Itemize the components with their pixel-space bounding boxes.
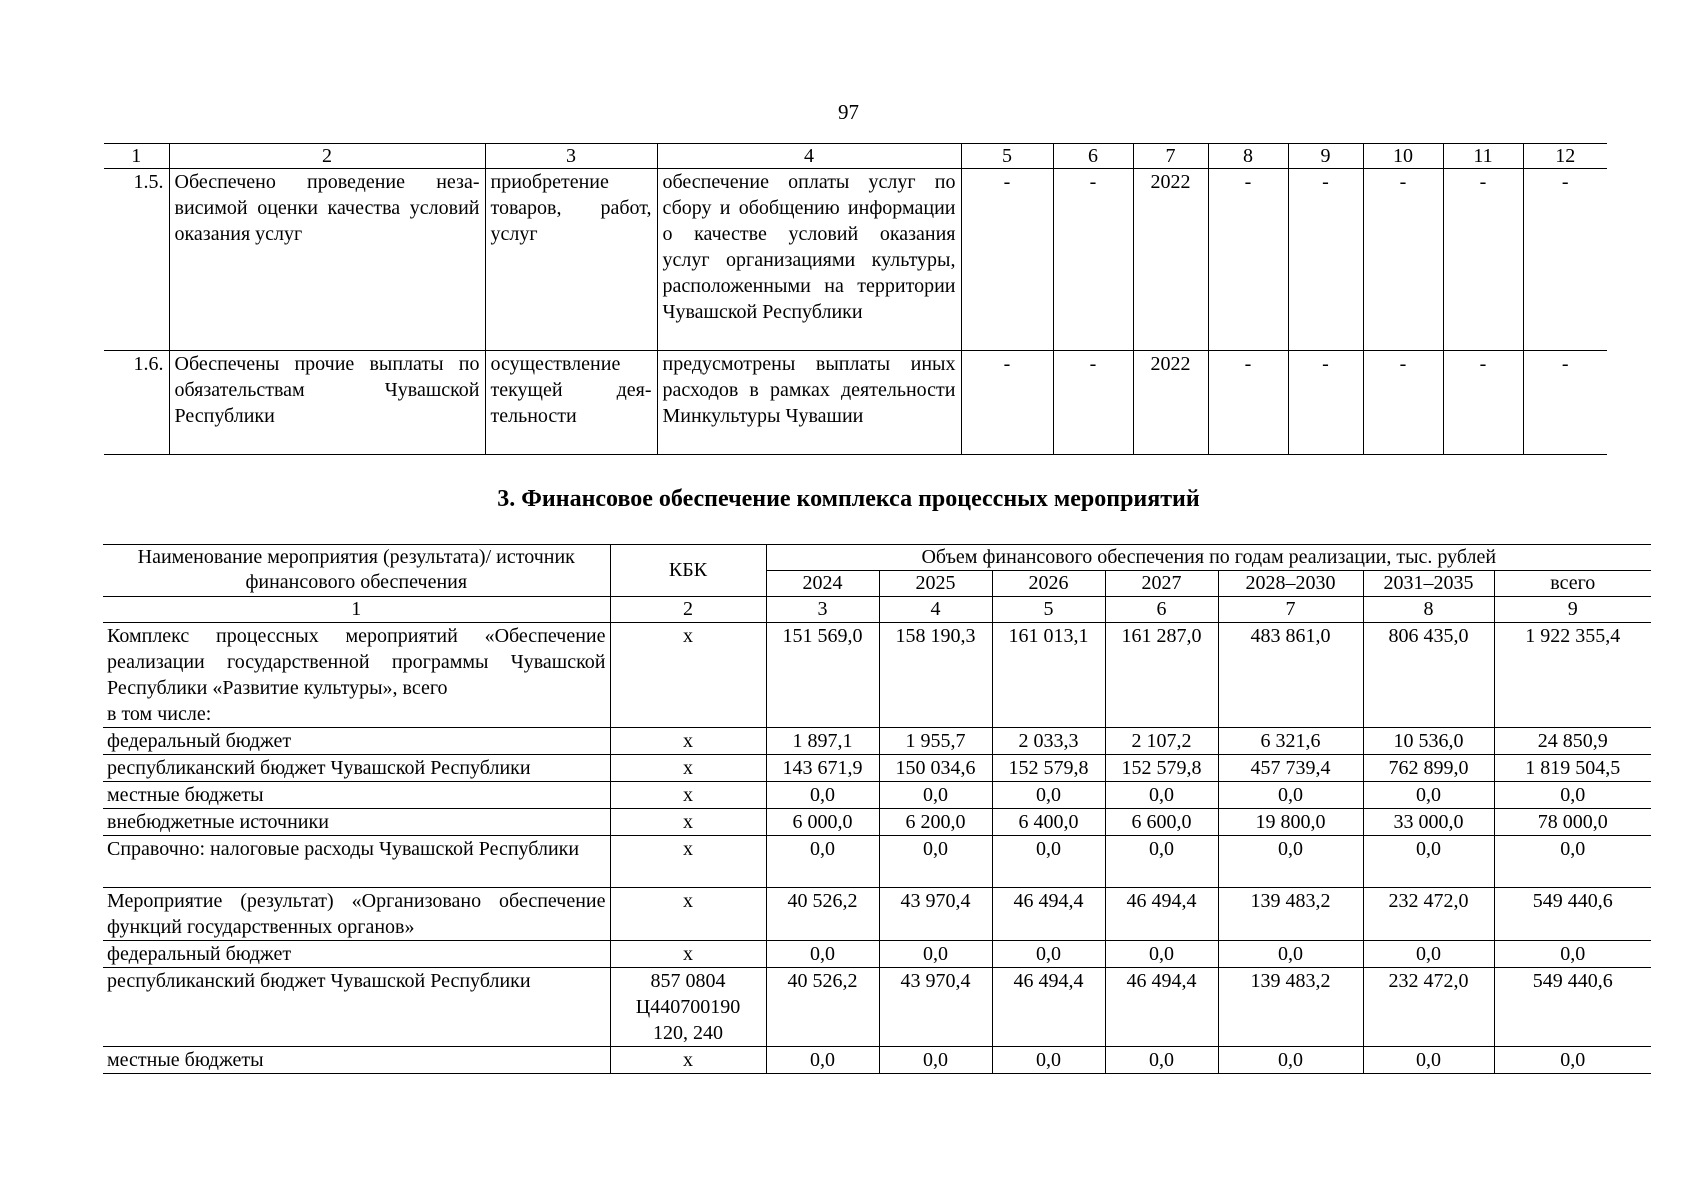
amount-cell: 0,0 xyxy=(879,1047,992,1074)
table-row xyxy=(104,169,1607,351)
cell-value: - xyxy=(1288,351,1363,455)
column-numbers-row xyxy=(103,597,1651,623)
table-row xyxy=(104,351,1607,455)
kbk-code xyxy=(610,968,766,1047)
cell-value: - xyxy=(1363,351,1443,455)
table-row xyxy=(103,888,1651,941)
kbk-code: x xyxy=(610,728,766,755)
column-number: 3 xyxy=(766,597,879,623)
table-header-row xyxy=(104,144,1607,169)
row-number: 1.6. xyxy=(104,351,169,455)
year-header: 2027 xyxy=(1105,571,1218,597)
amount-cell: 0,0 xyxy=(1363,782,1494,809)
amount-cell: 40 526,2 xyxy=(766,888,879,941)
cell-value: 2022 xyxy=(1133,351,1208,455)
amount-cell: 152 579,8 xyxy=(992,755,1105,782)
column-number: 6 xyxy=(1053,144,1133,169)
source-name-text: местные бюджеты xyxy=(107,784,264,806)
row-number: 1.5. xyxy=(104,169,169,351)
source-name xyxy=(103,809,610,836)
source-name xyxy=(103,623,610,728)
amount-cell: 457 739,4 xyxy=(1218,755,1363,782)
year-header: 2024 xyxy=(766,571,879,597)
amount-cell: 78 000,0 xyxy=(1494,809,1651,836)
amount-cell: 806 435,0 xyxy=(1363,623,1494,728)
amount-cell: 0,0 xyxy=(879,782,992,809)
amount-cell: 6 400,0 xyxy=(992,809,1105,836)
cell-value: - xyxy=(1208,169,1288,351)
amount-cell: 549 440,6 xyxy=(1494,968,1651,1047)
column-number: 8 xyxy=(1363,597,1494,623)
kbk-code: x xyxy=(610,623,766,728)
table-row xyxy=(103,728,1651,755)
cell-value: - xyxy=(1443,169,1523,351)
amount-cell: 0,0 xyxy=(1218,941,1363,968)
table-row xyxy=(103,809,1651,836)
amount-cell: 6 200,0 xyxy=(879,809,992,836)
cell-value: - xyxy=(1363,169,1443,351)
amount-cell: 24 850,9 xyxy=(1494,728,1651,755)
year-header: 2025 xyxy=(879,571,992,597)
year-header: всего xyxy=(1494,571,1651,597)
kbk-line: Ц440700190 xyxy=(635,996,741,1018)
kbk-code: x xyxy=(610,782,766,809)
source-name xyxy=(103,836,610,888)
column-number: 9 xyxy=(1494,597,1651,623)
amount-cell: 150 034,6 xyxy=(879,755,992,782)
column-number: 9 xyxy=(1288,144,1363,169)
amount-cell: 6 000,0 xyxy=(766,809,879,836)
column-number: 8 xyxy=(1208,144,1288,169)
amount-cell: 43 970,4 xyxy=(879,888,992,941)
table-row xyxy=(103,782,1651,809)
amount-cell: 43 970,4 xyxy=(879,968,992,1047)
amount-cell: 151 569,0 xyxy=(766,623,879,728)
amount-cell: 0,0 xyxy=(1218,836,1363,888)
column-number: 11 xyxy=(1443,144,1523,169)
amount-cell: 0,0 xyxy=(1494,1047,1651,1074)
header-volume: Объем финансового обеспечения по годам реализации, тыс. рублей xyxy=(766,545,1651,571)
amount-cell: 10 536,0 xyxy=(1363,728,1494,755)
amount-cell: 161 013,1 xyxy=(992,623,1105,728)
source-name-text: местные бюджеты xyxy=(107,1049,264,1071)
amount-cell: 0,0 xyxy=(766,836,879,888)
amount-cell: 0,0 xyxy=(766,782,879,809)
amount-cell: 46 494,4 xyxy=(992,968,1105,1047)
amount-cell: 0,0 xyxy=(1105,941,1218,968)
result-type: приобретение товаров, работ, услуг xyxy=(485,169,657,351)
table-header-row xyxy=(103,545,1651,571)
amount-cell: 139 483,2 xyxy=(1218,968,1363,1047)
source-name-text: республиканский бюджет Чувашской Республики xyxy=(107,757,531,779)
kbk-line: 120, 240 xyxy=(653,1022,723,1044)
source-name xyxy=(103,1047,610,1074)
amount-cell: 161 287,0 xyxy=(1105,623,1218,728)
source-name xyxy=(103,968,610,1047)
cell-value: - xyxy=(1208,351,1288,455)
amount-cell: 19 800,0 xyxy=(1218,809,1363,836)
kbk-code: x xyxy=(610,836,766,888)
column-number: 12 xyxy=(1523,144,1607,169)
result-description: обеспечение оплаты услуг по сбору и обобщению информации о качестве условий оказания услуг организациями культуры, расположенными на территории Чувашской Республики xyxy=(657,169,961,351)
source-name-text: федеральный бюджет xyxy=(107,943,292,965)
amount-cell: 0,0 xyxy=(1105,1047,1218,1074)
amount-cell: 46 494,4 xyxy=(1105,968,1218,1047)
table-row xyxy=(103,623,1651,728)
source-name-text: внебюджетные источники xyxy=(107,811,329,833)
cell-value: - xyxy=(1053,169,1133,351)
source-subtitle: в том числе: xyxy=(107,703,212,725)
amount-cell: 40 526,2 xyxy=(766,968,879,1047)
result-name: Обеспечено проведение независимой оценки качества условий оказания услуг xyxy=(169,169,485,351)
source-name-text: Справочно: налоговые расходы Чувашской Республики xyxy=(107,838,580,860)
column-number: 7 xyxy=(1218,597,1363,623)
source-name-text: республиканский бюджет Чувашской Республики xyxy=(107,970,531,992)
cell-value: - xyxy=(1523,169,1607,351)
source-name xyxy=(103,755,610,782)
cell-value: - xyxy=(1523,351,1607,455)
column-number: 2 xyxy=(169,144,485,169)
amount-cell: 2 107,2 xyxy=(1105,728,1218,755)
amount-cell: 1 955,7 xyxy=(879,728,992,755)
cell-value: - xyxy=(1053,351,1133,455)
column-number: 6 xyxy=(1105,597,1218,623)
column-number: 4 xyxy=(657,144,961,169)
table-row xyxy=(103,968,1651,1047)
amount-cell: 0,0 xyxy=(1363,941,1494,968)
cell-value: - xyxy=(961,169,1053,351)
kbk-code: x xyxy=(610,809,766,836)
column-number: 1 xyxy=(103,597,610,623)
amount-cell: 0,0 xyxy=(1494,782,1651,809)
source-name xyxy=(103,728,610,755)
amount-cell: 0,0 xyxy=(879,836,992,888)
year-header: 2028–2030 xyxy=(1218,571,1363,597)
year-header: 2031–2035 xyxy=(1363,571,1494,597)
amount-cell: 152 579,8 xyxy=(1105,755,1218,782)
source-name xyxy=(103,888,610,941)
table-row xyxy=(103,836,1651,888)
column-number: 2 xyxy=(610,597,766,623)
column-number: 5 xyxy=(961,144,1053,169)
result-type: осуществление текущей деятельности xyxy=(485,351,657,455)
cell-value: - xyxy=(961,351,1053,455)
year-header: 2026 xyxy=(992,571,1105,597)
result-description: предусмотрены выплаты иных расходов в рамках деятельности Минкультуры Чувашии xyxy=(657,351,961,455)
column-number: 7 xyxy=(1133,144,1208,169)
cell-value: 2022 xyxy=(1133,169,1208,351)
amount-cell: 232 472,0 xyxy=(1363,968,1494,1047)
amount-cell: 1 922 355,4 xyxy=(1494,623,1651,728)
amount-cell: 6 321,6 xyxy=(1218,728,1363,755)
column-number: 3 xyxy=(485,144,657,169)
source-name-text: Комплекс процессных мероприятий «Обеспечение реализации государственной программы Чувашской Республики «Развитие культуры», всего xyxy=(107,625,606,699)
page-number: 97 xyxy=(838,100,859,124)
amount-cell: 33 000,0 xyxy=(1363,809,1494,836)
amount-cell: 0,0 xyxy=(1363,836,1494,888)
amount-cell: 46 494,4 xyxy=(992,888,1105,941)
column-number: 5 xyxy=(992,597,1105,623)
financing-table xyxy=(103,544,1651,1074)
kbk-code: x xyxy=(610,1047,766,1074)
amount-cell: 0,0 xyxy=(992,1047,1105,1074)
amount-cell: 0,0 xyxy=(1218,782,1363,809)
header-kbk: КБК xyxy=(610,545,766,597)
amount-cell: 6 600,0 xyxy=(1105,809,1218,836)
amount-cell: 232 472,0 xyxy=(1363,888,1494,941)
activities-table xyxy=(104,143,1607,455)
amount-cell: 158 190,3 xyxy=(879,623,992,728)
column-number: 1 xyxy=(104,144,169,169)
cell-value: - xyxy=(1443,351,1523,455)
amount-cell: 549 440,6 xyxy=(1494,888,1651,941)
amount-cell: 0,0 xyxy=(992,836,1105,888)
amount-cell: 0,0 xyxy=(992,782,1105,809)
section-title: 3. Финансовое обеспечение комплекса процессных мероприятий xyxy=(497,486,1200,512)
amount-cell: 483 861,0 xyxy=(1218,623,1363,728)
amount-cell: 139 483,2 xyxy=(1218,888,1363,941)
amount-cell: 0,0 xyxy=(1494,836,1651,888)
amount-cell: 0,0 xyxy=(1105,782,1218,809)
amount-cell: 143 671,9 xyxy=(766,755,879,782)
table-row xyxy=(103,941,1651,968)
cell-value: - xyxy=(1288,169,1363,351)
kbk-line: 857 0804 xyxy=(650,970,726,992)
kbk-code: x xyxy=(610,888,766,941)
amount-cell: 1 819 504,5 xyxy=(1494,755,1651,782)
amount-cell: 0,0 xyxy=(766,941,879,968)
table-row xyxy=(103,755,1651,782)
amount-cell: 0,0 xyxy=(879,941,992,968)
source-name xyxy=(103,941,610,968)
source-name xyxy=(103,782,610,809)
column-number: 10 xyxy=(1363,144,1443,169)
header-name: Наименование мероприятия (результата)/ источник финансового обеспечения xyxy=(103,545,610,597)
amount-cell: 0,0 xyxy=(992,941,1105,968)
amount-cell: 0,0 xyxy=(766,1047,879,1074)
amount-cell: 1 897,1 xyxy=(766,728,879,755)
amount-cell: 762 899,0 xyxy=(1363,755,1494,782)
amount-cell: 0,0 xyxy=(1494,941,1651,968)
source-name-text: федеральный бюджет xyxy=(107,730,292,752)
amount-cell: 0,0 xyxy=(1218,1047,1363,1074)
table-row xyxy=(103,1047,1651,1074)
kbk-code: x xyxy=(610,941,766,968)
result-name: Обеспечены прочие выплаты по обязательствам Чувашской Республики xyxy=(169,351,485,455)
amount-cell: 0,0 xyxy=(1105,836,1218,888)
amount-cell: 46 494,4 xyxy=(1105,888,1218,941)
column-number: 4 xyxy=(879,597,992,623)
amount-cell: 2 033,3 xyxy=(992,728,1105,755)
amount-cell: 0,0 xyxy=(1363,1047,1494,1074)
kbk-code: x xyxy=(610,755,766,782)
source-name-text: Мероприятие (результат) «Организовано обеспечение функций государственных органов» xyxy=(107,890,606,938)
